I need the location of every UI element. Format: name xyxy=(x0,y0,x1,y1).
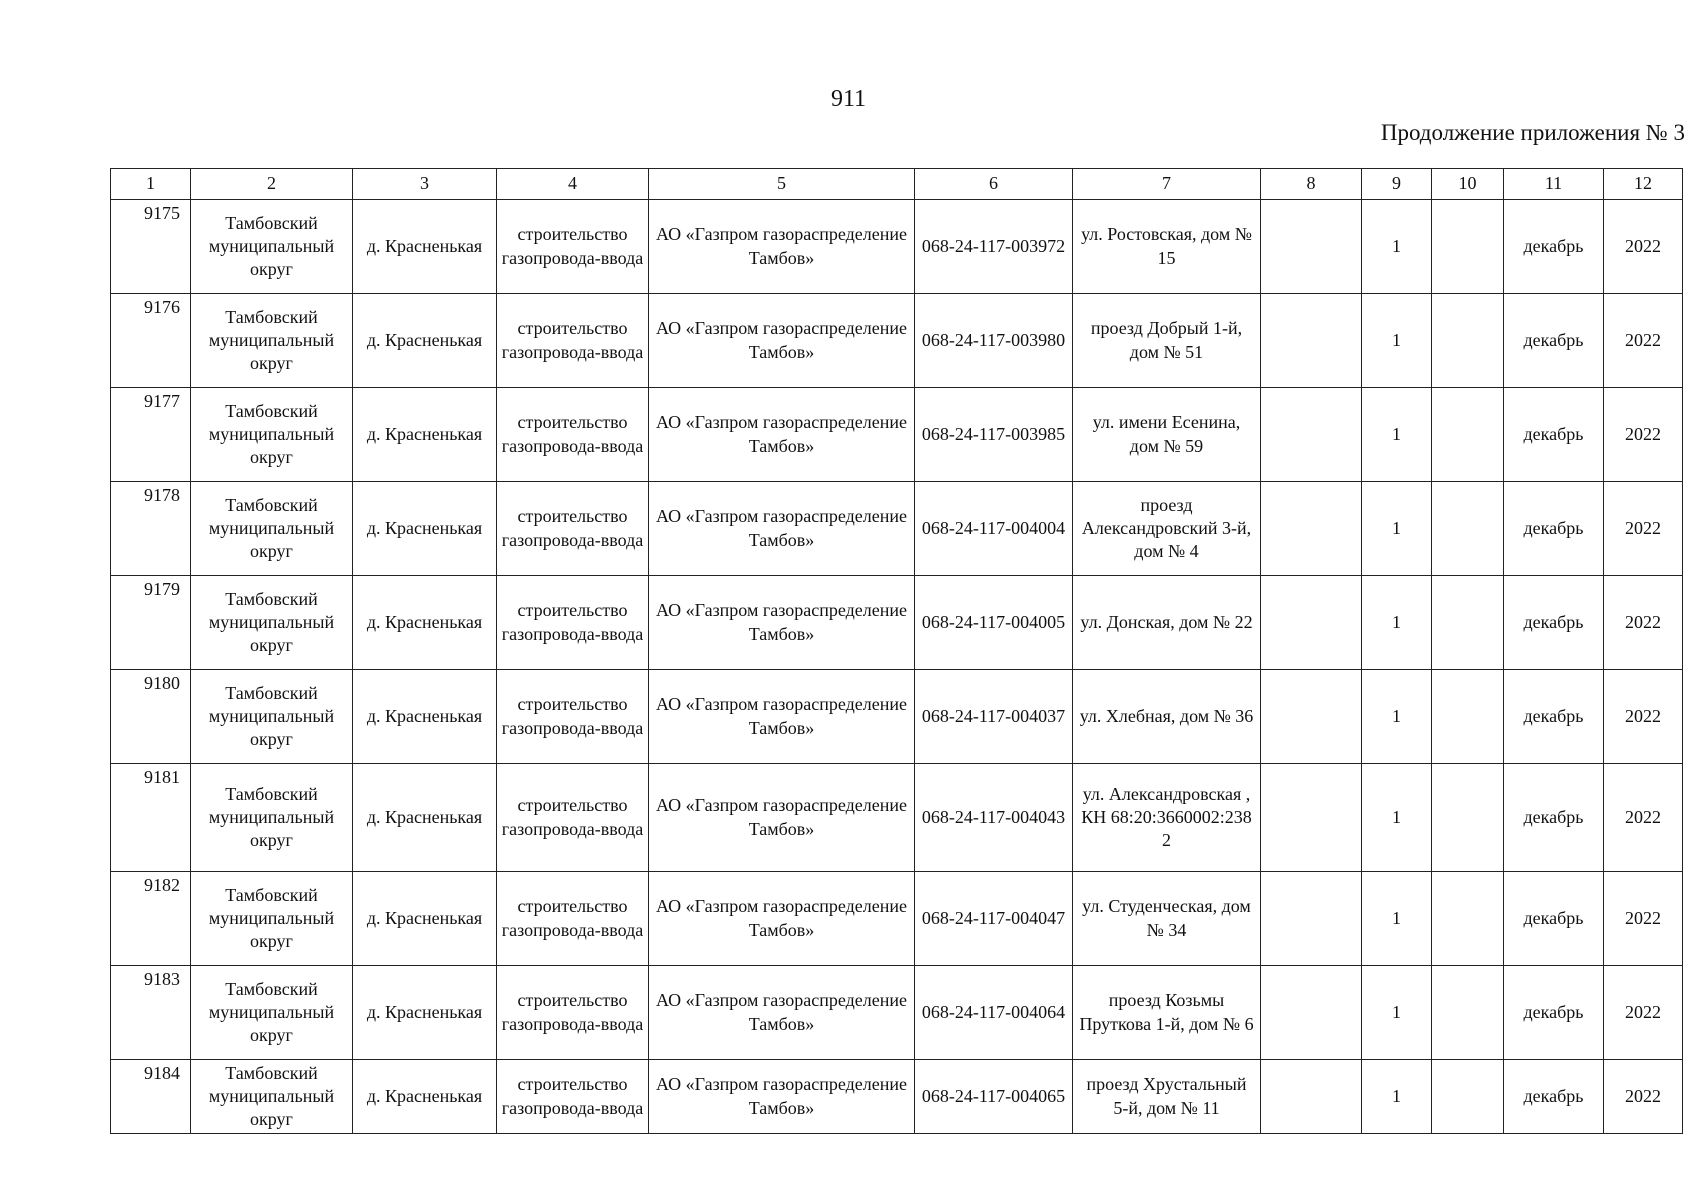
column-header: 12 xyxy=(1604,169,1683,200)
year-cell: 2022 xyxy=(1604,200,1683,294)
organization-cell: АО «Газпром газораспределение Тамбов» xyxy=(649,1060,915,1134)
year-cell: 2022 xyxy=(1604,872,1683,966)
col10-cell xyxy=(1432,200,1504,294)
month-cell: декабрь xyxy=(1504,670,1604,764)
col8-cell xyxy=(1261,482,1362,576)
district-cell: Тамбовский муниципальный округ xyxy=(191,482,353,576)
year-cell: 2022 xyxy=(1604,388,1683,482)
col10-cell xyxy=(1432,482,1504,576)
column-header: 10 xyxy=(1432,169,1504,200)
year-cell: 2022 xyxy=(1604,1060,1683,1134)
col8-cell xyxy=(1261,388,1362,482)
column-header: 1 xyxy=(111,169,191,200)
address-cell: ул. Ростовская, дом № 15 xyxy=(1073,200,1261,294)
locality-cell: д. Красненькая xyxy=(353,966,497,1060)
locality-cell: д. Красненькая xyxy=(353,294,497,388)
locality-cell: д. Красненькая xyxy=(353,200,497,294)
code-cell: 068-24-117-004065 xyxy=(915,1060,1073,1134)
work-type-cell: строительство газопровода-ввода xyxy=(497,1060,649,1134)
col9-cell: 1 xyxy=(1362,670,1432,764)
district-cell: Тамбовский муниципальный округ xyxy=(191,388,353,482)
organization-cell: АО «Газпром газораспределение Тамбов» xyxy=(649,482,915,576)
code-cell: 068-24-117-003980 xyxy=(915,294,1073,388)
col9-cell: 1 xyxy=(1362,200,1432,294)
row-number: 9179 xyxy=(111,576,191,670)
organization-cell: АО «Газпром газораспределение Тамбов» xyxy=(649,966,915,1060)
col10-cell xyxy=(1432,966,1504,1060)
col10-cell xyxy=(1432,872,1504,966)
address-cell: ул. Студенческая, дом № 34 xyxy=(1073,872,1261,966)
address-cell: ул. Донская, дом № 22 xyxy=(1073,576,1261,670)
column-header: 11 xyxy=(1504,169,1604,200)
code-cell: 068-24-117-004043 xyxy=(915,764,1073,872)
work-type-cell: строительство газопровода-ввода xyxy=(497,872,649,966)
organization-cell: АО «Газпром газораспределение Тамбов» xyxy=(649,764,915,872)
organization-cell: АО «Газпром газораспределение Тамбов» xyxy=(649,576,915,670)
table-row xyxy=(111,294,1683,388)
district-cell: Тамбовский муниципальный округ xyxy=(191,764,353,872)
locality-cell: д. Красненькая xyxy=(353,576,497,670)
district-cell: Тамбовский муниципальный округ xyxy=(191,966,353,1060)
col10-cell xyxy=(1432,294,1504,388)
address-cell: проезд Александровский 3-й, дом № 4 xyxy=(1073,482,1261,576)
year-cell: 2022 xyxy=(1604,966,1683,1060)
work-type-cell: строительство газопровода-ввода xyxy=(497,200,649,294)
address-cell: ул. Александровская , КН 68:20:3660002:238 2 xyxy=(1073,764,1261,872)
organization-cell: АО «Газпром газораспределение Тамбов» xyxy=(649,872,915,966)
col9-cell: 1 xyxy=(1362,966,1432,1060)
code-cell: 068-24-117-004037 xyxy=(915,670,1073,764)
locality-cell: д. Красненькая xyxy=(353,1060,497,1134)
column-header: 8 xyxy=(1261,169,1362,200)
col9-cell: 1 xyxy=(1362,1060,1432,1134)
code-cell: 068-24-117-003985 xyxy=(915,388,1073,482)
column-header: 6 xyxy=(915,169,1073,200)
organization-cell: АО «Газпром газораспределение Тамбов» xyxy=(649,200,915,294)
column-header: 5 xyxy=(649,169,915,200)
col10-cell xyxy=(1432,388,1504,482)
table-row xyxy=(111,576,1683,670)
district-cell: Тамбовский муниципальный округ xyxy=(191,1060,353,1134)
column-header: 4 xyxy=(497,169,649,200)
year-cell: 2022 xyxy=(1604,764,1683,872)
district-cell: Тамбовский муниципальный округ xyxy=(191,294,353,388)
locality-cell: д. Красненькая xyxy=(353,670,497,764)
row-number: 9182 xyxy=(111,872,191,966)
table-row xyxy=(111,670,1683,764)
column-header: 7 xyxy=(1073,169,1261,200)
row-number: 9176 xyxy=(111,294,191,388)
col8-cell xyxy=(1261,764,1362,872)
month-cell: декабрь xyxy=(1504,200,1604,294)
organization-cell: АО «Газпром газораспределение Тамбов» xyxy=(649,294,915,388)
col9-cell: 1 xyxy=(1362,294,1432,388)
table-row xyxy=(111,764,1683,872)
work-type-cell: строительство газопровода-ввода xyxy=(497,764,649,872)
district-cell: Тамбовский муниципальный округ xyxy=(191,670,353,764)
address-cell: ул. имени Есенина, дом № 59 xyxy=(1073,388,1261,482)
column-header: 9 xyxy=(1362,169,1432,200)
address-cell: проезд Хрустальный 5-й, дом № 11 xyxy=(1073,1060,1261,1134)
work-type-cell: строительство газопровода-ввода xyxy=(497,388,649,482)
organization-cell: АО «Газпром газораспределение Тамбов» xyxy=(649,670,915,764)
row-number: 9180 xyxy=(111,670,191,764)
code-cell: 068-24-117-004064 xyxy=(915,966,1073,1060)
work-type-cell: строительство газопровода-ввода xyxy=(497,966,649,1060)
table-row xyxy=(111,388,1683,482)
col9-cell: 1 xyxy=(1362,576,1432,670)
objects-table xyxy=(110,168,1683,1134)
col8-cell xyxy=(1261,576,1362,670)
year-cell: 2022 xyxy=(1604,294,1683,388)
col10-cell xyxy=(1432,670,1504,764)
work-type-cell: строительство газопровода-ввода xyxy=(497,294,649,388)
year-cell: 2022 xyxy=(1604,482,1683,576)
col10-cell xyxy=(1432,764,1504,872)
month-cell: декабрь xyxy=(1504,576,1604,670)
year-cell: 2022 xyxy=(1604,670,1683,764)
col8-cell xyxy=(1261,670,1362,764)
col9-cell: 1 xyxy=(1362,764,1432,872)
table-row xyxy=(111,966,1683,1060)
col9-cell: 1 xyxy=(1362,388,1432,482)
code-cell: 068-24-117-004005 xyxy=(915,576,1073,670)
row-number: 9178 xyxy=(111,482,191,576)
row-number: 9183 xyxy=(111,966,191,1060)
col8-cell xyxy=(1261,1060,1362,1134)
work-type-cell: строительство газопровода-ввода xyxy=(497,576,649,670)
col9-cell: 1 xyxy=(1362,872,1432,966)
month-cell: декабрь xyxy=(1504,482,1604,576)
code-cell: 068-24-117-004047 xyxy=(915,872,1073,966)
row-number: 9184 xyxy=(111,1060,191,1134)
table-row xyxy=(111,1060,1683,1134)
page-number: 911 xyxy=(830,86,867,112)
district-cell: Тамбовский муниципальный округ xyxy=(191,576,353,670)
row-number: 9181 xyxy=(111,764,191,872)
col8-cell xyxy=(1261,966,1362,1060)
address-cell: проезд Козьмы Пруткова 1-й, дом № 6 xyxy=(1073,966,1261,1060)
col8-cell xyxy=(1261,200,1362,294)
row-number: 9175 xyxy=(111,200,191,294)
address-cell: ул. Хлебная, дом № 36 xyxy=(1073,670,1261,764)
address-cell: проезд Добрый 1-й, дом № 51 xyxy=(1073,294,1261,388)
work-type-cell: строительство газопровода-ввода xyxy=(497,670,649,764)
year-cell: 2022 xyxy=(1604,576,1683,670)
col10-cell xyxy=(1432,1060,1504,1134)
col8-cell xyxy=(1261,872,1362,966)
appendix-continuation-note: Продолжение приложения № 3 xyxy=(1380,120,1685,145)
month-cell: декабрь xyxy=(1504,1060,1604,1134)
locality-cell: д. Красненькая xyxy=(353,872,497,966)
table-row xyxy=(111,200,1683,294)
locality-cell: д. Красненькая xyxy=(353,482,497,576)
col10-cell xyxy=(1432,576,1504,670)
month-cell: декабрь xyxy=(1504,764,1604,872)
table-row xyxy=(111,482,1683,576)
locality-cell: д. Красненькая xyxy=(353,388,497,482)
organization-cell: АО «Газпром газораспределение Тамбов» xyxy=(649,388,915,482)
month-cell: декабрь xyxy=(1504,872,1604,966)
locality-cell: д. Красненькая xyxy=(353,764,497,872)
column-header: 3 xyxy=(353,169,497,200)
column-header: 2 xyxy=(191,169,353,200)
table-header-row xyxy=(111,169,1683,200)
district-cell: Тамбовский муниципальный округ xyxy=(191,200,353,294)
col8-cell xyxy=(1261,294,1362,388)
col9-cell: 1 xyxy=(1362,482,1432,576)
month-cell: декабрь xyxy=(1504,388,1604,482)
code-cell: 068-24-117-004004 xyxy=(915,482,1073,576)
table-row xyxy=(111,872,1683,966)
district-cell: Тамбовский муниципальный округ xyxy=(191,872,353,966)
work-type-cell: строительство газопровода-ввода xyxy=(497,482,649,576)
month-cell: декабрь xyxy=(1504,966,1604,1060)
code-cell: 068-24-117-003972 xyxy=(915,200,1073,294)
row-number: 9177 xyxy=(111,388,191,482)
month-cell: декабрь xyxy=(1504,294,1604,388)
